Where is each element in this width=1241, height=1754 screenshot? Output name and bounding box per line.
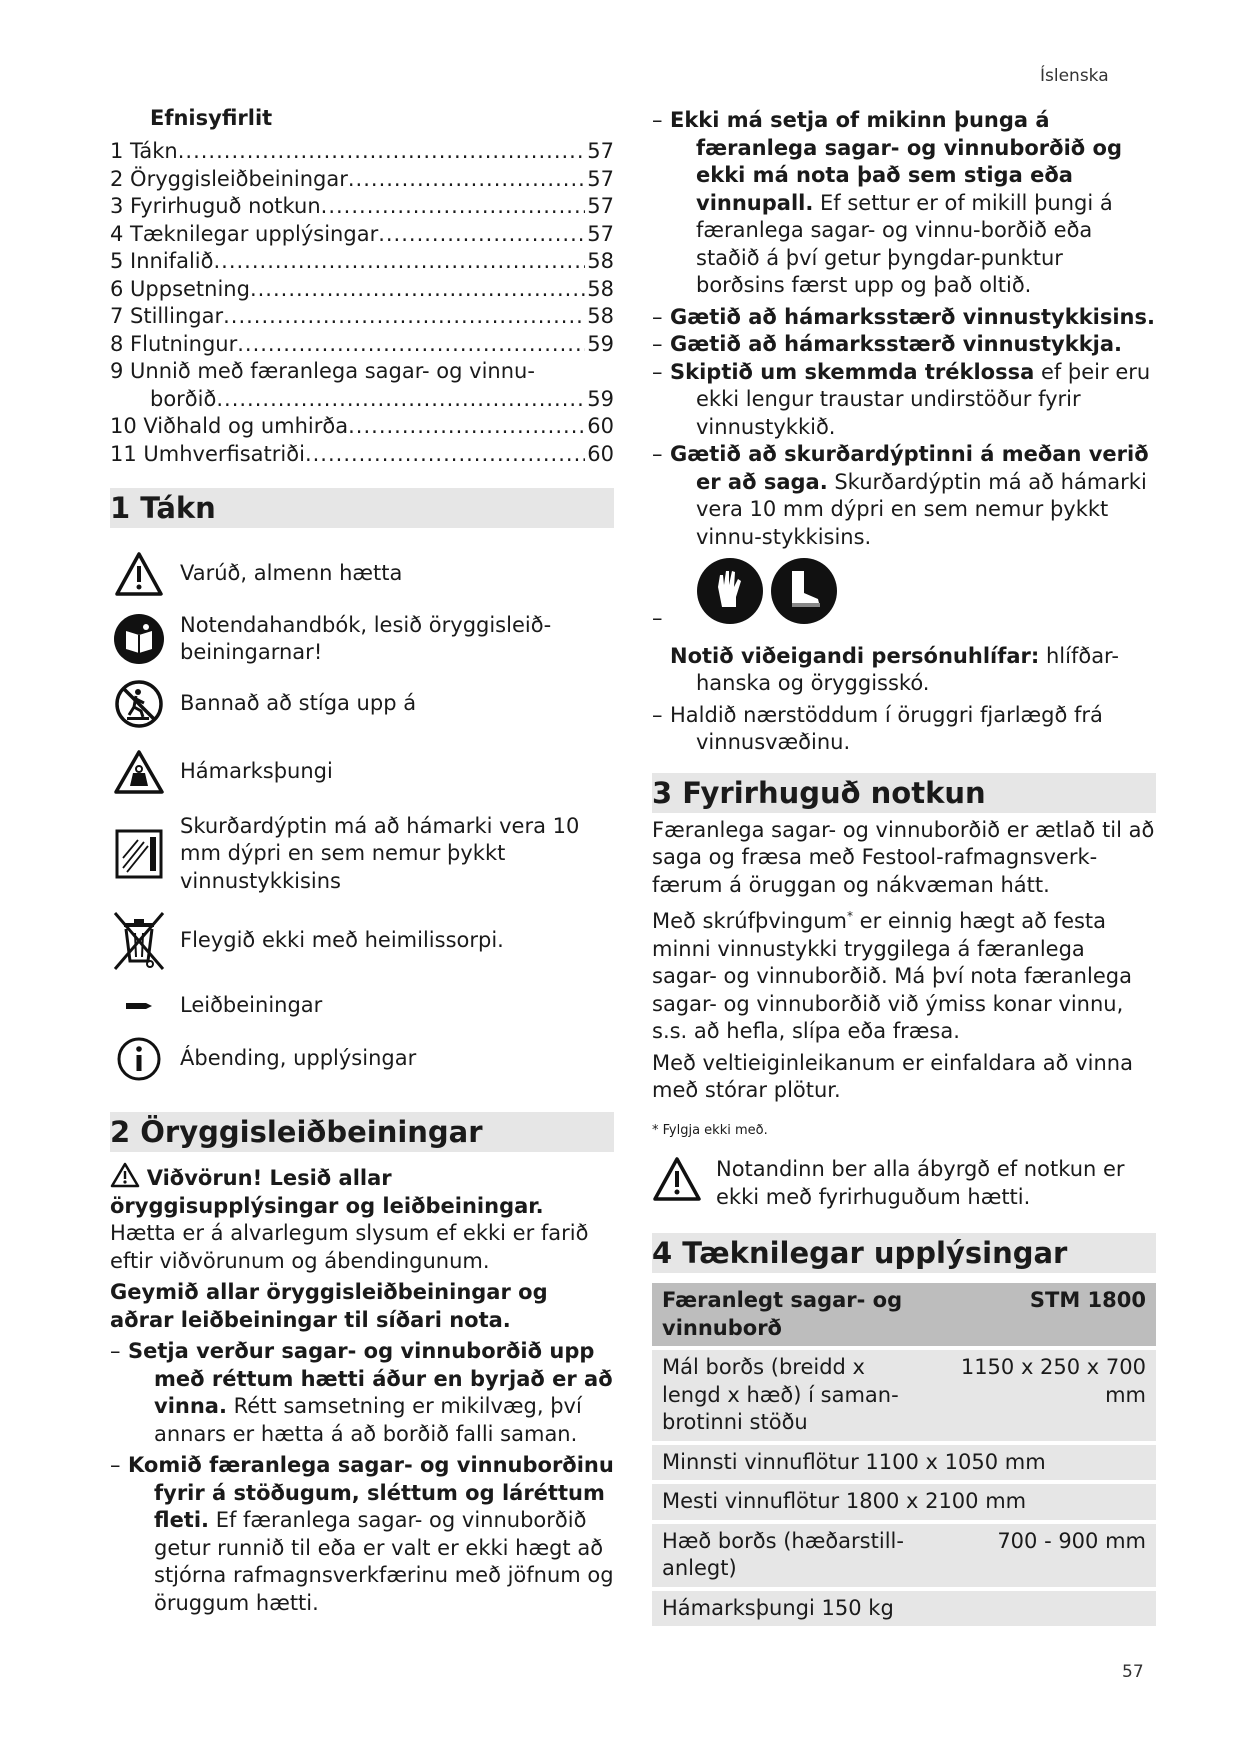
ppe-text: Notið viðeigandi persónuhlífar: hlífðar-hanska og öryggisskó. — [670, 643, 1119, 695]
gloves-icon — [696, 557, 764, 633]
symbol-row — [110, 1034, 614, 1084]
section-4-heading: 4 Tæknilegar upplýsingar — [652, 1233, 1156, 1273]
cut-depth-icon — [110, 828, 168, 880]
paragraph: Með skrúfþvingum* er einnig hægt að festa minni vinnustykki tryggilega á færanlega sagar- og vinnuborðið. Má því nota færanlega sagar- og vinnuborðið við ýmiss konar vinnu, s.s. að hefla, slípa eða fræsa. — [652, 909, 1132, 1043]
footnote: * Fylgja ekki með. — [652, 1122, 768, 1138]
symbol-row — [110, 608, 614, 670]
table-row — [652, 1350, 1156, 1441]
language-label: Íslenska — [1040, 66, 1109, 86]
page-number: 57 — [1122, 1662, 1144, 1682]
arrow-icon — [110, 999, 168, 1013]
toc-item[interactable]: 6 Uppsetning ..... 58 — [110, 276, 614, 304]
table-cell: Mesti vinnuflötur 1800 x 2100 mm — [652, 1484, 1156, 1520]
safety-item: – Ekki má setja of mikinn þunga á færanlega sagar- og vinnuborðið og ekki má nota það sem stiga eða vinnupall. Ef settur er of mikill þungi á færanlega sagar- og vinnu-borðið eða staðið á því getur þyngdar-punktur borðsins færst upp og það oltið. — [652, 108, 1122, 297]
safety-item: – Gætið að hámarksstærð vinnustykkisins. — [652, 304, 1155, 329]
ppe-icons-row: – — [652, 557, 1156, 633]
toc-item[interactable]: 9 Unnið með færanlega sagar- og vinnu- — [110, 359, 535, 383]
table-row — [652, 1445, 1156, 1481]
safety-item: – Setja verður sagar- og vinnuborðið upp með réttum hætti áður en byrjað er að vinna. Rétt samsetning er mikilvæg, því annars er hætta á að borðið falli saman. — [110, 1339, 613, 1446]
symbol-row — [110, 986, 614, 1026]
table-header — [652, 1283, 1156, 1346]
table-cell: Hæð borðs (hæðarstill-anlegt) — [652, 1524, 932, 1587]
safety-item: – Gætið að skurðardýptinni á meðan verið er að saga. Skurðardýptin má að hámarki vera 10 mm dýpri en sem nemur þykkt vinnu-stykkisins. — [652, 442, 1149, 549]
symbol-row — [110, 746, 614, 798]
symbol-text: Ábending, upplýsingar — [180, 1046, 417, 1071]
toc-item[interactable]: 4 Tæknilegar upplýsingar ..... 57 — [110, 221, 614, 249]
section-2-heading: 2 Öryggisleiðbeiningar — [110, 1112, 614, 1152]
safety-text — [110, 1162, 614, 1617]
table-row — [652, 1484, 1156, 1520]
symbol-text: Notendahandbók, lesið öryggisleið-beiningarnar! — [180, 612, 552, 664]
section-1-heading: 1 Tákn — [110, 488, 614, 528]
right-column — [652, 107, 1156, 1630]
misuse-warning — [652, 1156, 1156, 1211]
table-cell: 700 - 900 mm — [932, 1524, 1156, 1587]
symbol-row — [110, 812, 614, 896]
warning-triangle-icon — [110, 1166, 140, 1190]
toc-item[interactable]: 8 Flutningur ..... 59 — [110, 331, 614, 359]
table-cell: Hámarksþungi 150 kg — [652, 1591, 1156, 1627]
table-cell: Minnsti vinnuflötur 1100 x 1050 mm — [652, 1445, 1156, 1481]
keep-instructions: Geymið allar öryggisleiðbeiningar og aðrar leiðbeiningar til síðari nota. — [110, 1280, 548, 1332]
toc-item[interactable]: 11 Umhverfisatriði ..... 60 — [110, 441, 614, 469]
safety-text-continued — [652, 107, 1156, 757]
warning-text: Notandinn ber alla ábyrgð ef notkun er ekki með fyrirhuguðum hætti. — [716, 1157, 1125, 1209]
header-cell: STM 1800 — [932, 1283, 1156, 1346]
symbol-text: Skurðardýptin má að hámarki vera 10 mm dýpri en sem nemur þykkt vinnustykkisins — [180, 813, 580, 893]
safety-item: – Komið færanlega sagar- og vinnuborðinu fyrir á stöðugum, sléttum og láréttum fleti. Ef færanlega sagar- og vinnuborðið getur runnið til eða er valt er ekki hægt að stjórna rafmagnsverkfærinu með jöfnum og öruggum hætti. — [110, 1453, 614, 1615]
symbol-text: Hámarksþungi — [180, 759, 333, 784]
toc-title: Efnisyfirlit — [150, 106, 273, 130]
symbol-row — [110, 678, 614, 730]
no-bin-icon — [110, 909, 168, 973]
symbol-row — [110, 550, 614, 598]
paragraph: Færanlega sagar- og vinnuborðið er ætlað til að saga og fræsa með Festool-rafmagnsverk-færum á öruggan og nákvæman hátt. — [652, 817, 1155, 897]
toc-item[interactable]: 5 Innifalið ..... 58 — [110, 248, 614, 276]
no-step-icon — [110, 679, 168, 729]
toc-item[interactable]: 3 Fyrirhuguð notkun ..... 57 — [110, 193, 614, 221]
intended-use-text — [652, 817, 1156, 1212]
table-row — [652, 1591, 1156, 1627]
max-weight-icon — [110, 749, 168, 795]
toc-item[interactable]: 7 Stillingar ..... 58 — [110, 303, 614, 331]
paragraph: Með veltieiginleikanum er einfaldara að vinna með stórar plötur. — [652, 1050, 1133, 1102]
table-row — [652, 1524, 1156, 1587]
warning-paragraph: Viðvörun! Lesið allar öryggisupplýsingar og leiðbeiningar. Hætta er á alvarlegum slysum ef ekki er farið eftir viðvörunum og ábendingunum. — [110, 1166, 589, 1273]
table-of-contents — [110, 138, 614, 468]
warning-triangle-icon — [110, 551, 168, 597]
table-cell: 1150 x 250 x 700 mm — [932, 1350, 1156, 1441]
symbol-text: Leiðbeiningar — [180, 993, 323, 1018]
symbol-text: Varúð, almenn hætta — [180, 561, 403, 586]
info-icon — [110, 1036, 168, 1082]
boots-icon — [770, 557, 838, 633]
toc-item[interactable]: 10 Viðhald og umhirða ..... 60 — [110, 413, 614, 441]
symbol-text: Fleygið ekki með heimilissorpi. — [180, 928, 504, 953]
safety-item: – Haldið nærstöddum í öruggri fjarlægð frá vinnusvæðinu. — [652, 702, 1103, 754]
toc-item[interactable]: borðið ..... 59 — [110, 386, 614, 414]
left-column — [110, 100, 614, 1621]
symbol-list — [110, 550, 614, 1084]
header-cell: Færanlegt sagar- og vinnuborð — [652, 1283, 932, 1346]
toc-item[interactable]: 1 Tákn ..... 57 — [110, 138, 614, 166]
warning-triangle-icon — [652, 1156, 716, 1210]
safety-item: – Gætið að hámarksstærð vinnustykkja. — [652, 332, 1123, 356]
section-3-heading: 3 Fyrirhuguð notkun — [652, 773, 1156, 813]
safety-item: – Skiptið um skemmda tréklossa ef þeir eru ekki lengur traustar undirstöður fyrir vinnustykkið. — [652, 359, 1151, 439]
specs-table — [652, 1279, 1156, 1630]
toc-item[interactable]: 2 Öryggisleiðbeiningar ..... 57 — [110, 166, 614, 194]
symbol-text: Bannað að stíga upp á — [180, 691, 417, 716]
symbol-row — [110, 908, 614, 974]
manual-icon — [110, 613, 168, 665]
table-cell: Mál borðs (breidd x lengd x hæð) í saman-brotinni stöðu — [652, 1350, 932, 1441]
